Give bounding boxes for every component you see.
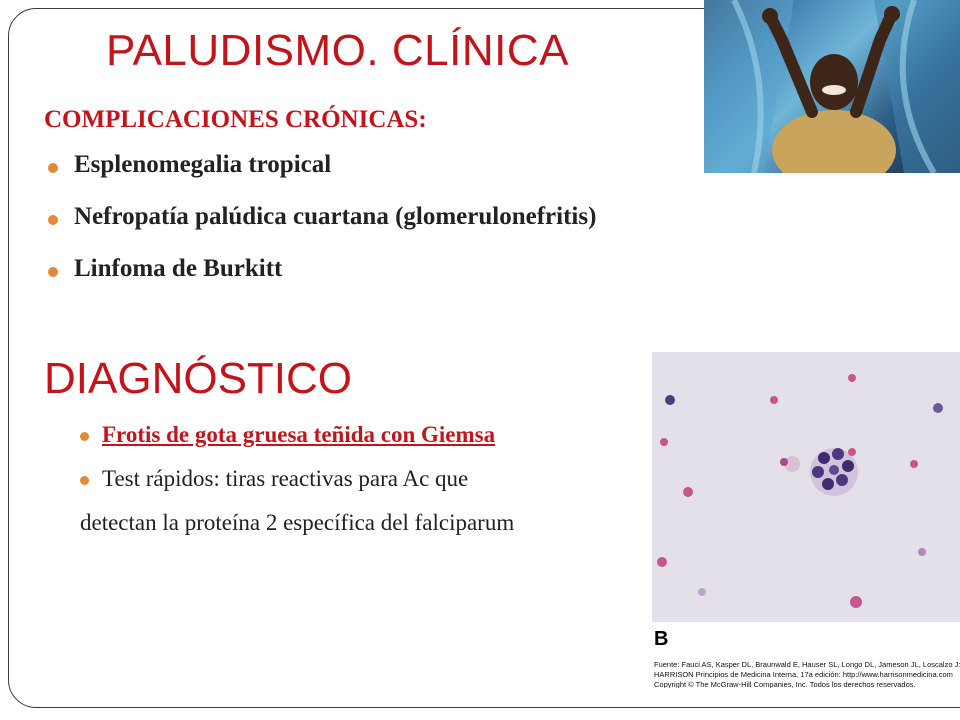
figure-label: B — [654, 628, 669, 650]
list-item — [46, 151, 596, 203]
slide-title: PALUDISMO. CLÍNICA — [106, 26, 569, 75]
list-item — [46, 203, 596, 255]
list-item-text: Linfoma de Burkitt — [74, 255, 283, 282]
giemsa-smear-micrograph — [652, 352, 960, 622]
credit-line: Copyright © The McGraw-Hill Companies, Inc. Todos los derechos reservados. — [654, 680, 916, 688]
credit-line: Fuente: Fauci AS, Kasper DL, Braunwald E, Hauser SL, Longo DL, Jameson JL, Loscalzo J: — [654, 660, 960, 669]
figure-credit — [652, 628, 960, 688]
parasite-cluster — [810, 448, 858, 496]
list-item-text: Esplenomegalia tropical — [74, 151, 332, 178]
list-item-text: Nefropatía palúdica cuartana (glomerulonefritis) — [74, 203, 597, 230]
complications-heading: COMPLICACIONES CRÓNICAS: — [44, 106, 427, 133]
bullet-icon — [48, 267, 58, 277]
bullet-icon — [48, 215, 58, 225]
giemsa-link[interactable]: Frotis de gota gruesa teñida con Giemsa — [102, 422, 496, 447]
diagnosis-title: DIAGNÓSTICO — [44, 354, 353, 403]
credit-line: HARRISON Principios de Medicina Interna, 17a edición: http://www.harrisonmedicina.com — [654, 670, 953, 679]
diagnosis-continuation: detectan la proteína 2 específica del falciparum — [80, 510, 515, 535]
complications-list — [46, 151, 596, 307]
micrograph-illustration — [652, 352, 960, 622]
list-item-text: Test rápidos: tiras reactivas para Ac que — [102, 466, 469, 491]
bullet-icon — [80, 432, 89, 441]
list-item — [80, 422, 495, 466]
list-item — [80, 466, 495, 510]
diagnosis-list — [80, 422, 495, 510]
child-mosquito-net-photo — [704, 0, 960, 173]
photo-illustration — [704, 0, 960, 173]
bullet-icon — [80, 476, 89, 485]
bullet-icon — [48, 163, 58, 173]
list-item — [46, 255, 596, 307]
